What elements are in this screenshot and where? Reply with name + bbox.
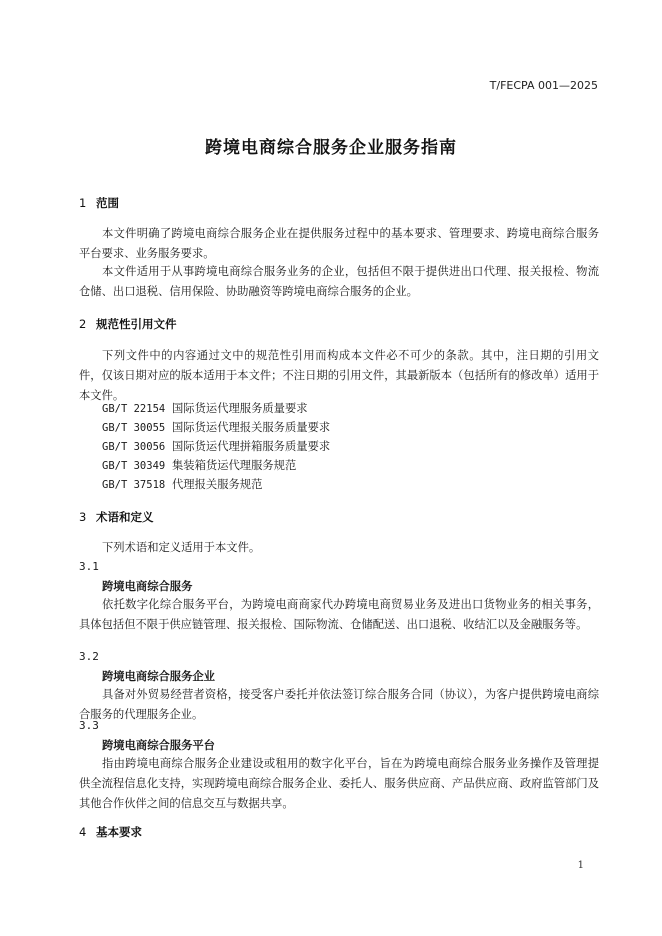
section-number: 1 <box>79 196 87 210</box>
section-2-paragraph-1: 下列文件中的内容通过文中的规范性引用而构成本文件必不可少的条款。其中，注日期的引用文件，仅该日期对应的版本适用于本文件；不注日期的引用文件，其最新版本（包括所有的修改单）适用于本文件。 <box>79 349 599 402</box>
section-3-heading <box>79 509 154 525</box>
term-number: 3.3 <box>79 719 99 732</box>
reference-name: 集装箱货运代理服务规范 <box>172 459 297 472</box>
reference-name: 国际货运代理服务质量要求 <box>172 402 308 415</box>
document-id: T/FECPA 001—2025 <box>489 79 598 92</box>
term-title: 跨境电商综合服务企业 <box>102 670 215 683</box>
section-number: 3 <box>79 510 87 524</box>
reference-code: GB/T 30056 <box>102 441 166 453</box>
section-number: 4 <box>79 825 87 839</box>
reference-item <box>102 437 330 457</box>
reference-name: 国际货运代理拼箱服务质量要求 <box>172 440 331 453</box>
section-4-heading <box>79 824 142 840</box>
section-title: 规范性引用文件 <box>96 317 177 331</box>
reference-item <box>102 418 330 438</box>
reference-code: GB/T 30055 <box>102 422 166 434</box>
term-definition: 具备对外贸易经营者资格，接受客户委托并依法签订综合服务合同（协议），为客户提供跨境电商综合服务的代理服务企业。 <box>79 688 599 721</box>
section-title: 术语和定义 <box>96 510 154 524</box>
section-number: 2 <box>79 317 87 331</box>
reference-item <box>102 399 308 419</box>
reference-name: 国际货运代理报关服务质量要求 <box>172 421 331 434</box>
reference-item <box>102 475 262 495</box>
reference-item <box>102 456 296 476</box>
term-definition: 指由跨境电商综合服务企业建设或租用的数字化平台，旨在为跨境电商综合服务业务操作及管理提供全流程信息化支持，实现跨境电商综合服务企业、委托人、服务供应商、产品供应商、政府监管部门及其他合作伙伴之间的信息交互与数据共享。 <box>79 757 599 810</box>
term-title: 跨境电商综合服务平台 <box>102 739 215 752</box>
term-title: 跨境电商综合服务 <box>102 580 193 593</box>
term-definition: 依托数字化综合服务平台，为跨境电商商家代办跨境电商贸易业务及进出口货物业务的相关事务，具体包括但不限于供应链管理、报关报检、国际物流、仓储配送、出口退税、收结汇以及金融服务等。 <box>79 598 599 631</box>
reference-code: GB/T 22154 <box>102 403 166 415</box>
section-1-paragraph-1: 本文件明确了跨境电商综合服务企业在提供服务过程中的基本要求、管理要求、跨境电商综合服务平台要求、业务服务要求。 <box>79 227 599 260</box>
reference-code: GB/T 30349 <box>102 460 166 472</box>
document-title: 跨境电商综合服务企业服务指南 <box>205 138 457 158</box>
term-number: 3.1 <box>79 560 99 573</box>
term-number: 3.2 <box>79 650 99 663</box>
page-number: 1 <box>577 860 584 871</box>
section-1-paragraph-2: 本文件适用于从事跨境电商综合服务业务的企业，包括但不限于提供进出口代理、报关报检、物流仓储、出口退税、信用保险、协助融资等跨境电商综合服务的企业。 <box>79 265 599 298</box>
section-title: 基本要求 <box>96 825 142 839</box>
section-2-heading <box>79 316 177 332</box>
section-1-heading <box>79 195 119 211</box>
section-title: 范围 <box>96 196 119 210</box>
section-3-paragraph-1: 下列术语和定义适用于本文件。 <box>102 541 261 554</box>
reference-name: 代理报关服务规范 <box>172 478 263 491</box>
reference-code: GB/T 37518 <box>102 479 166 491</box>
